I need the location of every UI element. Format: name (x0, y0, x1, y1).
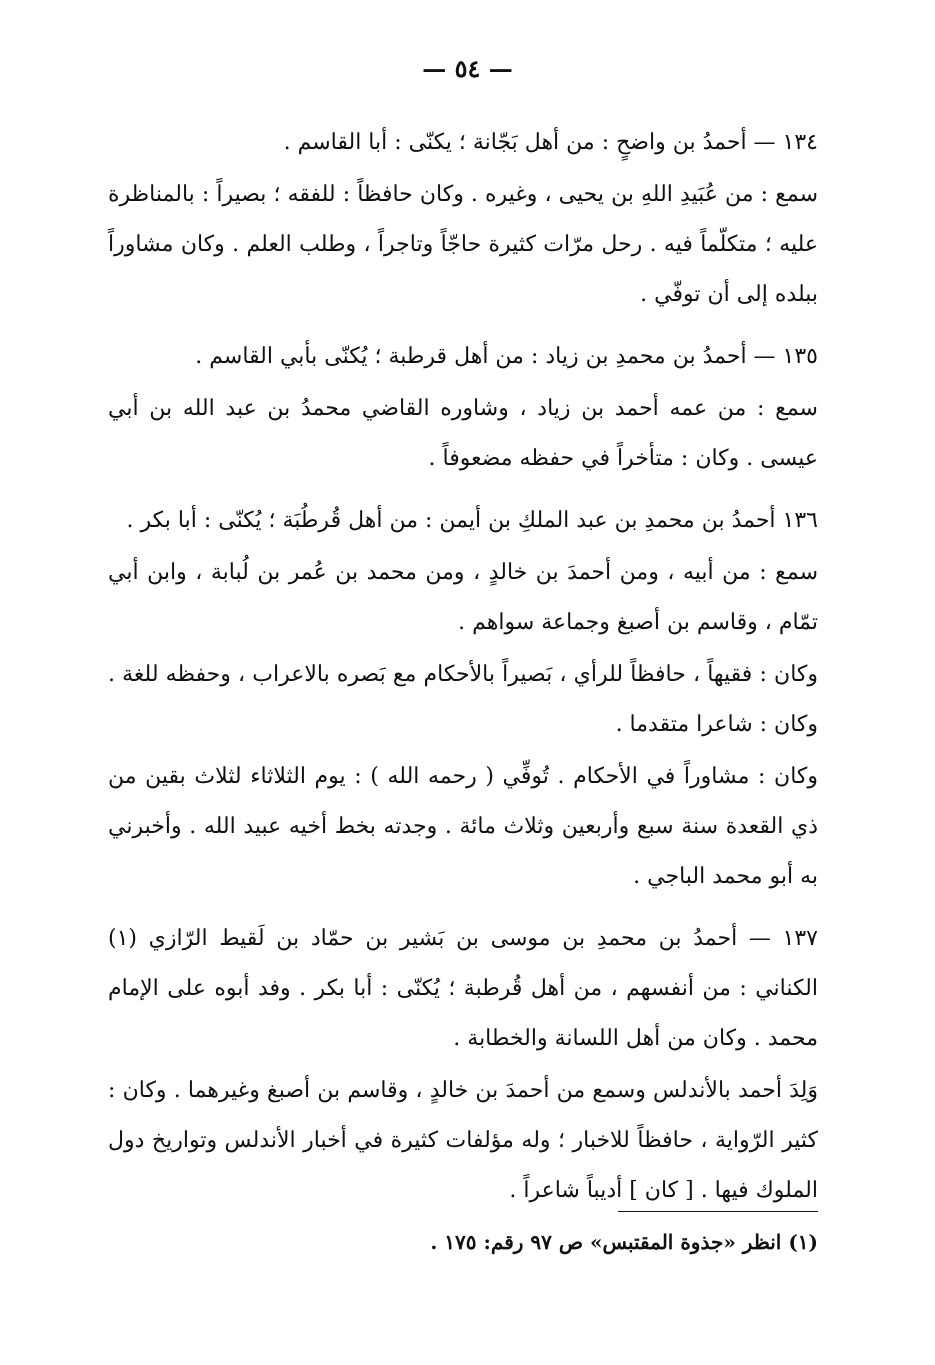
entry-heading: ١٣٥ — أحمدُ بن محمدِ بن زياد : من أهل قرطبة ؛ يُكنّى بأبي القاسم . (195, 344, 818, 369)
body-text (108, 118, 818, 1228)
footnote: (١) انظر «جذوة المقتبس» ص ٩٧ رقم: ١٧٥ . (430, 1230, 818, 1254)
page-number: — ٥٤ — (422, 54, 513, 83)
entry-heading: ١٣٦ أحمدُ بن محمدِ بن عبد الملكِ بن أيمن : من أهل قُرطُبَة ؛ يُكنّى : أبا بكر . (126, 508, 818, 533)
entry-heading: ١٣٧ — أحمدُ بن محمدِ بن موسى بن بَشير بن حمّاد بن لَقيط الرّازي (١) الكناني : من أنفسهم ، من أهل قُرطبة ؛ يُكنّى : أبا بكر . وفد أبوه على الإمام محمد . وكان من أهل اللسانة والخطابة . (108, 926, 818, 1051)
entry-paragraph: سمع : من أبيه ، ومن أحمدَ بن خالدٍ ، ومن محمد بن عُمر بن لُبابة ، وابن أبي تمّام ، وقاسم بن أصبغ وجماعة سواهم . (108, 560, 818, 635)
entry-paragraph: سمع : من عمه أحمد بن زياد ، وشاوره القاضي محمدُ بن عبد الله بن أبي عيسى . وكان : متأخراً في حفظه مضعوفاً . (108, 396, 818, 471)
entry-paragraph: وكان : فقيهاً ، حافظاً للرأي ، بَصيراً بالأحكام مع بَصره بالاعراب ، وحفظه للغة . وكان : شاعرا متقدما . (108, 662, 818, 737)
entry-136 (108, 496, 818, 902)
entry-137 (108, 914, 818, 1216)
entry-heading: ١٣٤ — أحمدُ بن واضحٍ : من أهل بَجّانة ؛ يكنّى : أبا القاسم . (283, 130, 818, 155)
entry-134 (108, 118, 818, 320)
footnote-divider (618, 1211, 818, 1212)
entry-paragraph: وكان : مشاوراً في الأحكام . تُوفِّي ( رحمه الله ) : يوم الثلاثاء لثلاث بقين من ذي القعدة سنة سبع وأربعين وثلاث مائة . وجدته بخط أخيه عبيد الله . وأخبرني به أبو محمد الباجي . (108, 764, 818, 889)
entry-135 (108, 332, 818, 484)
entry-paragraph: وَلِدَ أحمد بالأندلس وسمع من أحمدَ بن خالدٍ ، وقاسم بن أصبغ وغيرهما . وكان : كثير الرّواية ، حافظاً للاخبار ؛ وله مؤلفات كثيرة في أخبار الأندلس وتواريخ دول الملوك فيها . [ كان ] أديباً شاعراً . (108, 1078, 818, 1203)
entry-paragraph: سمع : من عُبَيدِ اللهِ بن يحيى ، وغيره . وكان حافظاً : للفقه ؛ بصيراً : بالمناظرة عليه ؛ متكلّماً فيه . رحل مرّات كثيرة حاجّاً وتاجراً ، وطلب العلم . وكان مشاوراً ببلده إلى أن توفّي . (108, 182, 819, 307)
